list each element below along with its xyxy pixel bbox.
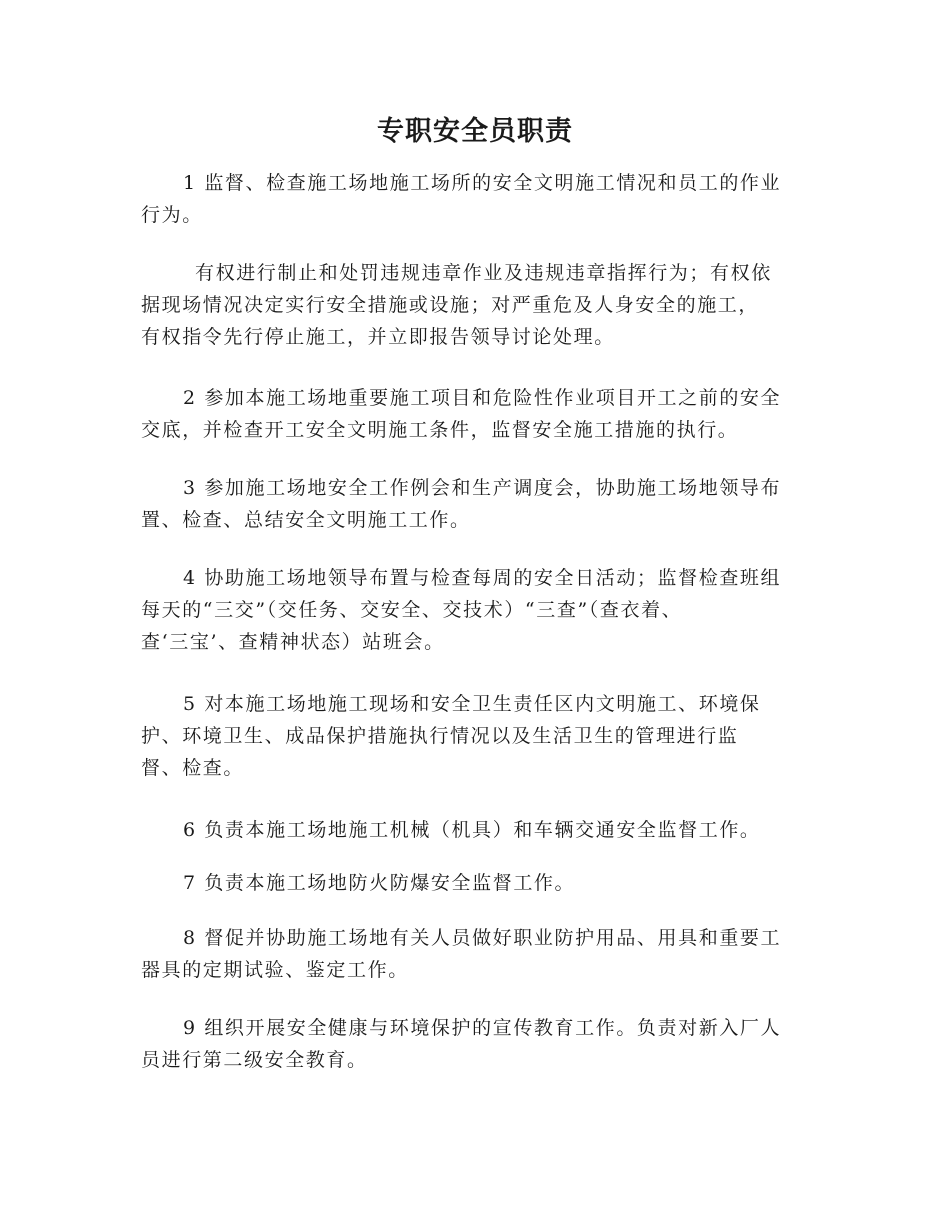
duty-paragraph-9 <box>141 1012 813 1076</box>
paragraph-line: 置、检查、总结安全文明施工工作。 <box>141 509 471 531</box>
paragraph-line: 有权进行制止和处罚违规违章作业及违规违章指挥行为；有权依 <box>195 262 772 284</box>
paragraph-line: 器具的定期试验、鉴定工作。 <box>141 959 409 981</box>
paragraph-line: 2 参加本施工场地重要施工项目和危险性作业项目开工之前的安全 <box>183 387 782 409</box>
duty-paragraph-2 <box>141 382 813 446</box>
document-title: 专职安全员职责 <box>377 116 573 147</box>
paragraph-line: 交底，并检查开工安全文明施工条件，监督安全施工措施的执行。 <box>141 419 739 441</box>
duty-paragraph-5 <box>141 688 813 784</box>
paragraph-line: 6 负责本施工场地施工机械（机具）和车辆交通安全监督工作。 <box>183 819 761 841</box>
paragraph-line: 9 组织开展安全健康与环境保护的宣传教育工作。负责对新入厂人 <box>183 1017 782 1039</box>
paragraph-line: 据现场情况决定实行安全措施或设施；对严重危及人身安全的施工， <box>141 294 760 316</box>
paragraph-line: 查‘三宝’、查精神状态）站班会。 <box>141 631 445 653</box>
paragraph-line: 4 协助施工场地领导布置与检查每周的安全日活动；监督检查班组 <box>183 567 782 589</box>
paragraph-line: 行为。 <box>141 204 203 226</box>
paragraph-line: 护、环境卫生、成品保护措施执行情况以及生活卫生的管理进行监 <box>141 725 739 747</box>
paragraph-line: 5 对本施工场地施工现场和安全卫生责任区内文明施工、环境保 <box>183 693 761 715</box>
duty-paragraph-4 <box>141 562 813 658</box>
authority-paragraph <box>141 257 813 353</box>
duty-paragraph-1 <box>141 167 813 231</box>
paragraph-line: 7 负责本施工场地防火防爆安全监督工作。 <box>183 872 576 894</box>
paragraph-line: 督、检查。 <box>141 757 245 779</box>
paragraph-line: 有权指令先行停止施工，并立即报告领导讨论处理。 <box>141 326 615 348</box>
paragraph-line: 3 参加施工场地安全工作例会和生产调度会，协助施工场地领导布 <box>183 477 782 499</box>
duty-paragraph-7 <box>141 867 813 899</box>
paragraph-line: 1 监督、检查施工场地施工场所的安全文明施工情况和员工的作业 <box>183 172 782 194</box>
duty-paragraph-3 <box>141 472 813 536</box>
paragraph-line: 员进行第二级安全教育。 <box>141 1049 368 1071</box>
duty-paragraph-6 <box>141 814 813 846</box>
duty-paragraph-8 <box>141 922 813 986</box>
paragraph-line: 每天的“三交”（交任务、交安全、交技术）“三查”（查衣着、 <box>141 599 683 621</box>
paragraph-line: 8 督促并协助施工场地有关人员做好职业防护用品、用具和重要工 <box>183 927 782 949</box>
